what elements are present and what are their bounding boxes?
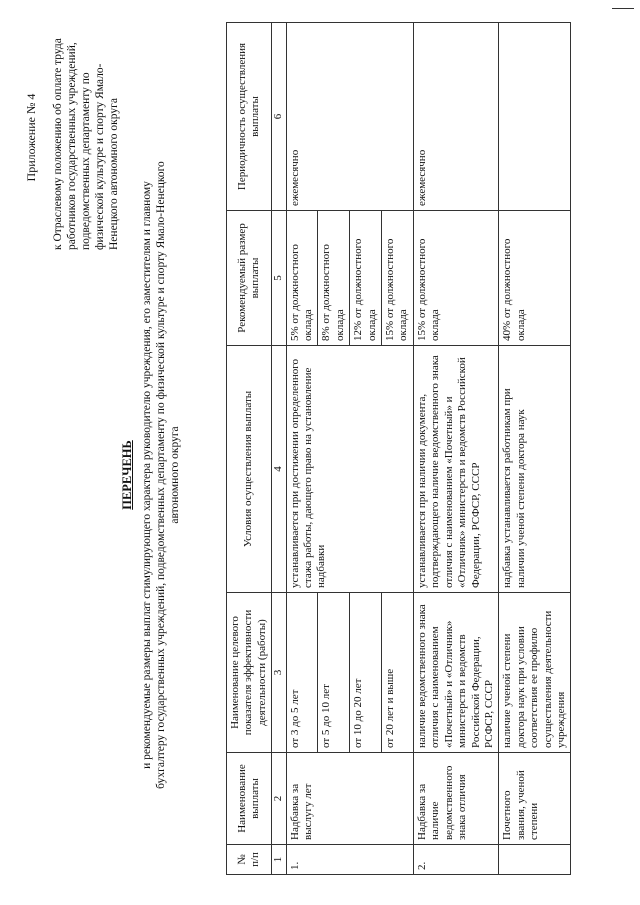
column-number-row: [272, 23, 286, 875]
payment-name: Почетного звания, ученой степени: [499, 753, 571, 845]
payments-table: [226, 22, 571, 875]
periodicity-cell: [499, 23, 571, 211]
indicator-cell: от 10 до 20 лет: [350, 593, 382, 753]
header-indicator: Наименование целевого показателя эффективности деятельности (работы): [227, 593, 272, 753]
row-number: [499, 845, 571, 875]
table-row: [413, 23, 498, 875]
size-cell: 15% от должностного оклада: [382, 211, 414, 346]
size-cell: 15% от должностного оклада: [413, 211, 498, 346]
indicator-cell: от 3 до 5 лет: [286, 593, 318, 753]
column-number: 2: [272, 753, 286, 845]
appendix-block: [24, 25, 121, 250]
column-number: 4: [272, 346, 286, 593]
header-periodicity: Периодичность осуществления выплаты: [227, 23, 272, 211]
conditions-cell: устанавливается при достижении определенного стажа работы, дающего право на установление надбавки: [286, 346, 413, 593]
periodicity-cell: ежемесячно: [286, 23, 413, 211]
payment-name: Надбавка за наличие ведомственного знака отличия: [413, 753, 498, 845]
size-cell: 8% от должностного оклада: [318, 211, 350, 346]
table-row: [499, 23, 571, 875]
indicator-cell: от 20 лет и выше: [382, 593, 414, 753]
indicator-cell: от 5 до 10 лет: [318, 593, 350, 753]
header-row: [227, 23, 272, 875]
size-cell: 5% от должностного оклада: [286, 211, 318, 346]
indicator-cell: наличие ученой степени доктора наук при условии соответствия ее профилю осуществления деятельности учреждения: [499, 593, 571, 753]
appendix-text: к Отраслевому положению об оплате труда работников государственных учреждений, подведомственных департаменту по физической культуре и спорту Ямало-Ненецкого автономного округа: [51, 38, 120, 250]
size-cell: 12% от должностного оклада: [350, 211, 382, 346]
header-conditions: Условия осуществления выплаты: [227, 346, 272, 593]
header-payment-name: Наименование выплаты: [227, 753, 272, 845]
table-row: [286, 23, 318, 875]
page-corner-mark: [612, 8, 634, 9]
appendix-number: Приложение № 4: [24, 93, 38, 182]
column-number: 5: [272, 211, 286, 346]
header-size: Рекомендуемый размер выплаты: [227, 211, 272, 346]
indicator-cell: наличие ведомственного знака отличия с наименованием «Почетный» и «Отличник» министерств и ведомств Российской Федерации, РСФСР, СССР: [413, 593, 498, 753]
periodicity-cell: ежемесячно: [413, 23, 498, 211]
header-number: № п/п: [227, 845, 272, 875]
row-number: 1.: [286, 845, 413, 875]
row-number: 2.: [413, 845, 498, 875]
column-number: 1: [272, 845, 286, 875]
document-title: [120, 155, 183, 795]
column-number: 3: [272, 593, 286, 753]
column-number: 6: [272, 23, 286, 211]
conditions-cell: устанавливается при наличии документа, подтверждающего наличие ведомственного знака отличия с наименованием «Почетный» и «Отличник» министерств и ведомств Российской Федерации, РСФСР, СССР: [413, 346, 498, 593]
title-subtitle: и рекомендуемые размеры выплат стимулирующего характера руководителю учреждения, его заместителям и главному бухгалтеру государственных учреждений, подведомственных департаменту по физической культуре и спорту Ямало-Ненецкого автономного округа: [140, 161, 182, 789]
size-cell: 40% от должностного оклада: [499, 211, 571, 346]
payment-name: Надбавка за выслугу лет: [286, 753, 413, 845]
conditions-cell: надбавка устанавливается работникам при наличии ученой степени доктора наук: [499, 346, 571, 593]
title-heading: ПЕРЕЧЕНЬ: [120, 440, 134, 510]
